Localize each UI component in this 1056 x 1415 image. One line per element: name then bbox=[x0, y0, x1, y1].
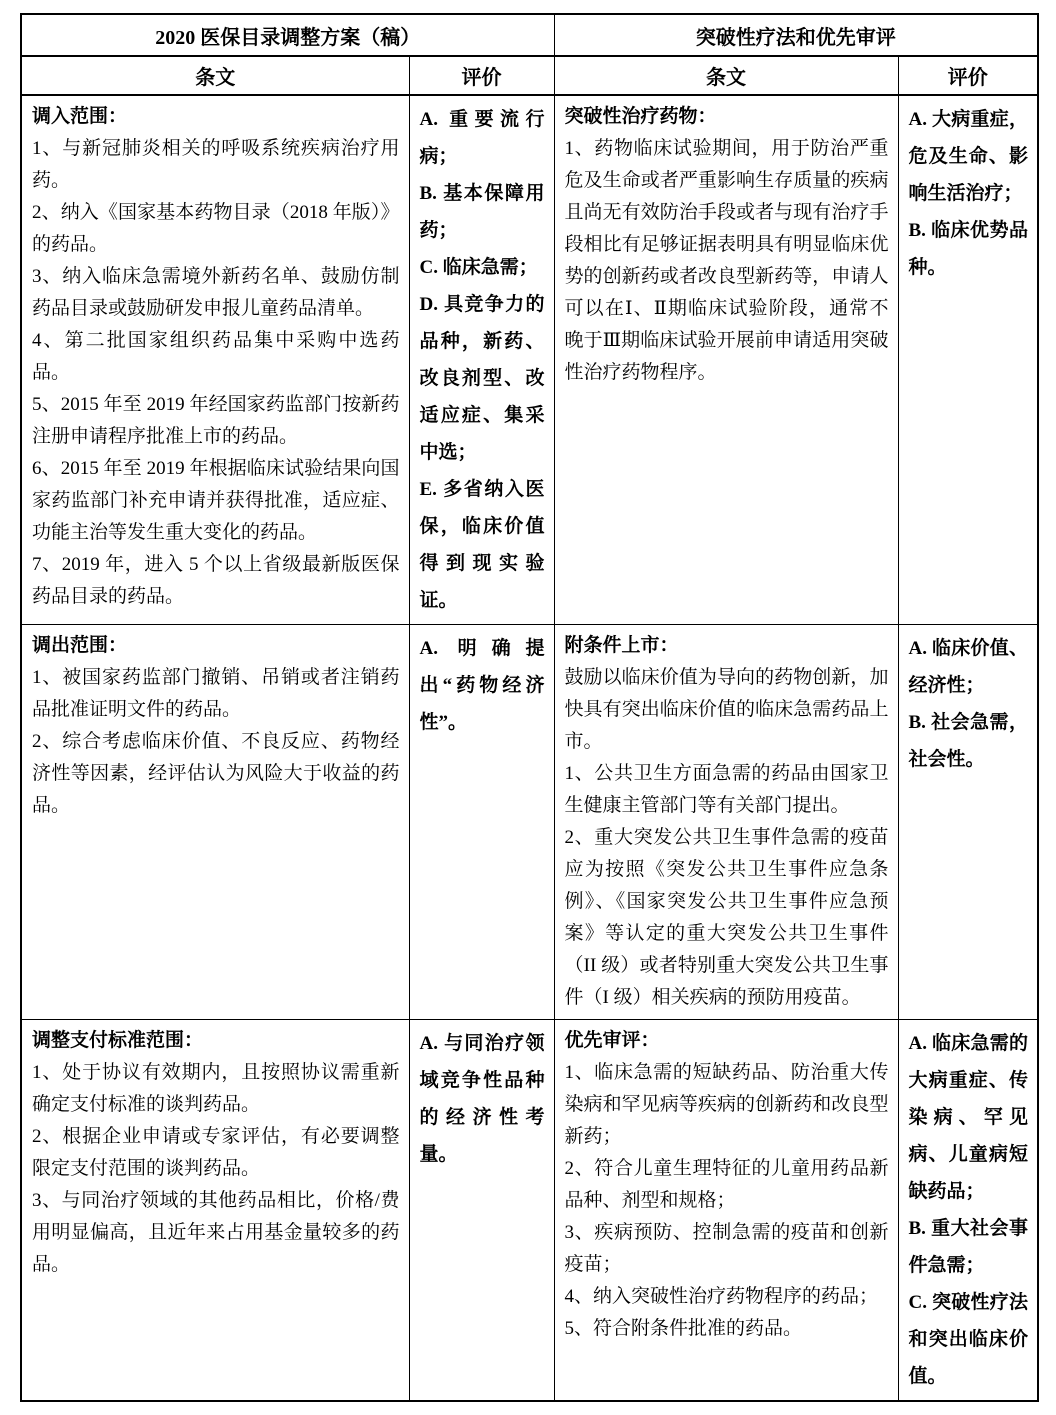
paragraph: C. 突破性疗法和突出临床价值。 bbox=[908, 1292, 1028, 1387]
paragraph: 5、符合附条件批准的药品。 bbox=[564, 1318, 803, 1339]
paragraph: A. 大病重症，危及生命、影响生活治疗； bbox=[908, 109, 1028, 204]
group-header-breakthrough-review: 突破性疗法和优先审评 bbox=[554, 14, 1038, 56]
paragraph: A. 与同治疗领域竞争性品种的经济性考量。 bbox=[419, 1033, 545, 1165]
paragraph: 2、重大突发公共卫生事件急需的疫苗应为按照《突发公共卫生事件应急条例》、《国家突发公共卫生事件应急预案》等认定的重大突发公共卫生事件（II 级）或者特别重大突发公共卫生事件（I 级）相关疾病的预防用疫苗。 bbox=[564, 827, 889, 1008]
paragraph: 鼓励以临床价值为导向的药物创新，加快具有突出临床价值的临床急需药品上市。 bbox=[564, 667, 889, 752]
cell-row1-right-article bbox=[554, 95, 898, 625]
cell-paragraphs bbox=[420, 1025, 545, 1173]
cell-row3-right-eval bbox=[898, 1020, 1038, 1402]
paragraph: A. 明确提出“药物经济性”。 bbox=[419, 638, 545, 733]
cell-title: 优先审评： bbox=[564, 1030, 660, 1051]
cell-title: 附条件上市： bbox=[564, 635, 679, 656]
cell-row2-left-article bbox=[21, 625, 409, 1020]
column-header-eval-right: 评价 bbox=[898, 56, 1038, 95]
cell-row1-left-eval bbox=[409, 95, 554, 625]
paragraph: 2、符合儿童生理特征的儿童用药品新品种、剂型和规格； bbox=[564, 1158, 889, 1211]
paragraph: 3、与同治疗领域的其他药品相比，价格/费用明显偏高，且近年来占用基金量较多的药品。 bbox=[32, 1190, 400, 1275]
cell-paragraphs bbox=[32, 1057, 400, 1281]
cell-row1-right-eval bbox=[898, 95, 1038, 625]
paragraph: 4、第二批国家组织药品集中采购中选药品。 bbox=[32, 330, 400, 383]
cell-paragraphs bbox=[420, 101, 545, 619]
cell-paragraphs bbox=[565, 1057, 889, 1345]
paragraph: 2、根据企业申请或专家评估，有必要调整限定支付范围的谈判药品。 bbox=[32, 1126, 400, 1179]
cell-row1-left-article bbox=[21, 95, 409, 625]
paragraph: B. 重大社会事件急需； bbox=[908, 1218, 1028, 1276]
paragraph: 1、药物临床试验期间，用于防治严重危及生命或者严重影响生存质量的疾病且尚无有效防治手段或者与现有治疗手段相比有足够证据表明具有明显临床优势的创新药或者改良型新药等，申请人可以在Ⅰ、Ⅱ期临床试验阶段，通常不晚于Ⅲ期临床试验开展前申请适用突破性治疗药物程序。 bbox=[564, 138, 889, 383]
paragraph: 1、被国家药监部门撤销、吊销或者注销药品批准证明文件的药品。 bbox=[32, 667, 400, 720]
paragraph: 3、疾病预防、控制急需的疫苗和创新疫苗； bbox=[564, 1222, 889, 1275]
column-header-article-left: 条文 bbox=[21, 56, 409, 95]
paragraph: 6、2015 年至 2019 年根据临床试验结果向国家药监部门补充申请并获得批准，适应症、功能主治等发生重大变化的药品。 bbox=[32, 458, 400, 543]
cell-row2-right-eval bbox=[898, 625, 1038, 1020]
paragraph: 1、公共卫生方面急需的药品由国家卫生健康主管部门等有关部门提出。 bbox=[564, 763, 889, 816]
paragraph: A. 临床价值、经济性； bbox=[908, 638, 1028, 696]
cell-row2-left-eval bbox=[409, 625, 554, 1020]
paragraph: 1、处于协议有效期内，且按照协议需重新确定支付标准的谈判药品。 bbox=[32, 1062, 400, 1115]
cell-row2-right-article bbox=[554, 625, 898, 1020]
paragraph: C. 临床急需； bbox=[419, 257, 538, 278]
paragraph: B. 临床优势品种。 bbox=[908, 220, 1028, 278]
paragraph: 2、纳入《国家基本药物目录（2018 年版）》的药品。 bbox=[32, 202, 400, 255]
paragraph: 5、2015 年至 2019 年经国家药监部门按新药注册申请程序批准上市的药品。 bbox=[32, 394, 400, 447]
paragraph: 3、纳入临床急需境外新药名单、鼓励仿制药品目录或鼓励研发申报儿童药品清单。 bbox=[32, 266, 400, 319]
paragraph: A. 重要流行病； bbox=[419, 109, 545, 167]
column-header-article-right: 条文 bbox=[554, 56, 898, 95]
cell-paragraphs bbox=[565, 662, 889, 1014]
table-column-header-row bbox=[21, 56, 1038, 95]
cell-title: 调出范围： bbox=[32, 635, 128, 656]
cell-title: 突破性治疗药物： bbox=[564, 106, 717, 127]
paragraph: 1、与新冠肺炎相关的呼吸系统疾病治疗用药。 bbox=[32, 138, 400, 191]
paragraph: 2、综合考虑临床价值、不良反应、药物经济性等因素，经评估认为风险大于收益的药品。 bbox=[32, 731, 400, 816]
cell-title: 调整支付标准范围： bbox=[32, 1030, 204, 1051]
column-header-eval-left: 评价 bbox=[409, 56, 554, 95]
table-group-header-row bbox=[21, 14, 1038, 56]
paragraph: D. 具竞争力的品种，新药、改良剂型、改适应症、集采中选； bbox=[419, 294, 545, 463]
table-row-payment-standard-scope bbox=[21, 1020, 1038, 1402]
table-row-inclusion-scope bbox=[21, 95, 1038, 625]
cell-row3-right-article bbox=[554, 1020, 898, 1402]
cell-paragraphs bbox=[565, 133, 889, 389]
paragraph: B. 社会急需，社会性。 bbox=[908, 712, 1028, 770]
table-row-removal-scope bbox=[21, 625, 1038, 1020]
cell-row3-left-eval bbox=[409, 1020, 554, 1402]
paragraph: 4、纳入突破性治疗药物程序的药品； bbox=[564, 1286, 879, 1307]
paragraph: A. 临床急需的大病重症、传染病、罕见病、儿童病短缺药品； bbox=[908, 1033, 1028, 1202]
paragraph: 1、临床急需的短缺药品、防治重大传染病和罕见病等疾病的创新药和改良型新药； bbox=[564, 1062, 889, 1147]
cell-paragraphs bbox=[909, 101, 1029, 286]
paragraph: E. 多省纳入医保，临床价值得到现实验证。 bbox=[419, 479, 545, 611]
cell-row3-left-article bbox=[21, 1020, 409, 1402]
paragraph: 7、2019 年，进入 5 个以上省级最新版医保药品目录的药品。 bbox=[32, 554, 400, 607]
cell-title: 调入范围： bbox=[32, 106, 128, 127]
cell-paragraphs bbox=[909, 1025, 1029, 1395]
comparison-table bbox=[20, 13, 1039, 1402]
cell-paragraphs bbox=[32, 133, 400, 613]
paragraph: B. 基本保障用药； bbox=[419, 183, 545, 241]
group-header-medicare-plan: 2020 医保目录调整方案（稿） bbox=[21, 14, 554, 56]
cell-paragraphs bbox=[32, 662, 400, 822]
cell-paragraphs bbox=[420, 630, 545, 741]
cell-paragraphs bbox=[909, 630, 1029, 778]
